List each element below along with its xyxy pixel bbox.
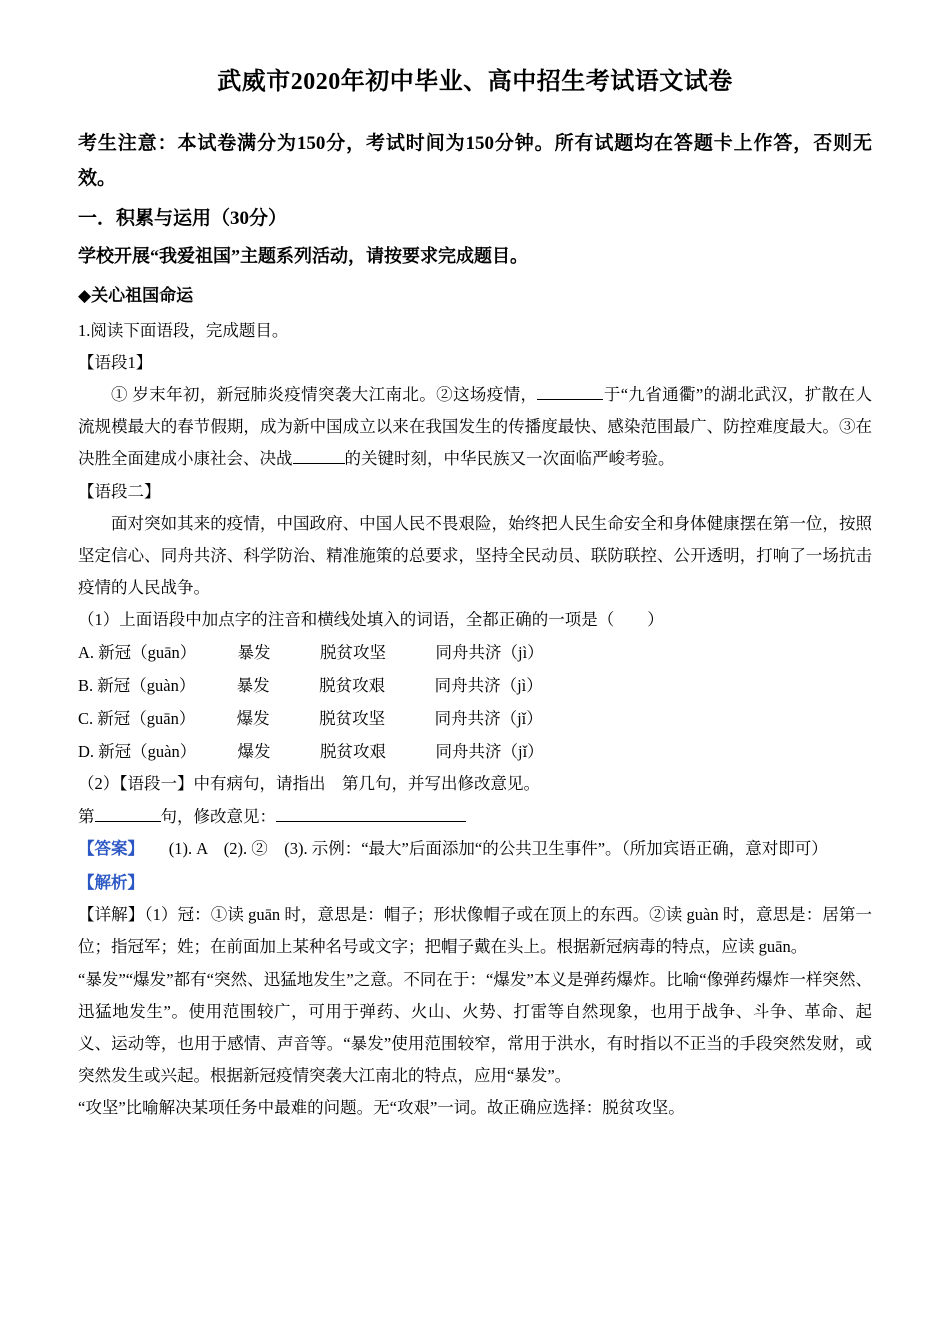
passage-1-text-c: ③在决胜全面建成小康社会、决战 bbox=[78, 417, 873, 469]
question-1-2-answer-line bbox=[78, 801, 872, 833]
passage-1-text-d: 的关键时刻，中华民族又一次面临严峻考验。 bbox=[344, 449, 675, 469]
passage-1-label: 【语段1】 bbox=[78, 352, 153, 372]
option-b: B. 新冠（guàn） 暴发 脱贫攻艰 同舟共济（jì） bbox=[78, 676, 543, 696]
page-title: 武威市2020年初中毕业、高中招生考试语文试卷 bbox=[217, 69, 733, 95]
analysis-detail-1 bbox=[78, 899, 872, 963]
passage-1-text-a: ① 岁末年初，新冠肺炎疫情突袭大江南北。②这场疫情， bbox=[111, 385, 538, 405]
exam-notice: 考生注意：本试卷满分为150分，考试时间为150分钟。所有试题均在答题卡上作答，否则无效。 bbox=[78, 132, 872, 189]
answer-block bbox=[78, 833, 872, 865]
analysis-tag: 【解析】 bbox=[78, 872, 144, 892]
detail-text-1: （1）冠：①读 guān 时，意思是：帽子；形状像帽子或在顶上的东西。②读 guàn 时，意思是：居第一位；指冠军；姓；在前面加上某种名号或文字；把帽子戴在头上。根据新冠病毒的特点，应读 guān。 bbox=[78, 905, 872, 957]
topic-heading: ◆关心祖国命运 bbox=[78, 286, 194, 306]
answer-line-mid: 句，修改意见： bbox=[160, 806, 276, 826]
analysis-block bbox=[78, 867, 872, 899]
fill-blank-1 bbox=[537, 383, 603, 400]
question-1-1: （1）上面语段中加点字的注音和横线处填入的词语，全都正确的一项是（ ） bbox=[78, 610, 664, 630]
analysis-detail-2: “暴发”“爆发”都有“突然、迅猛地发生”之意。不同在于：“爆发”本义是弹药爆炸。比喻“像弹药爆炸一样突然、迅猛地发生”。使用范围较广，可用于弹药、火山、火势、打雷等自然现象，也用于战争、斗争、革命、起义、运动等，也用于感情、声音等。“暴发”使用范围较窄，常用于洪水，有时指以不正当的手段突然发财，或突然发生或兴起。根据新冠疫情突袭大江南北的特点，应用“暴发”。 bbox=[78, 969, 872, 1086]
passage-2-label: 【语段二】 bbox=[78, 481, 161, 501]
option-a: A. 新冠（guān） 暴发 脱贫攻坚 同舟共济（jì） bbox=[78, 643, 544, 663]
passage-2-body: 面对突如其来的疫情，中国政府、中国人民不畏艰险，始终把人民生命安全和身体健康摆在第一位，按照坚定信心、同舟共济、科学防治、精准施策的总要求，坚持全民动员、联防联控、公开透明，打响了一场抗击疫情的人民战争。 bbox=[78, 513, 872, 598]
question-1-2: （2）【语段一】中有病句，请指出 第几句，并写出修改意见。 bbox=[78, 774, 540, 794]
fill-blank-3 bbox=[95, 805, 161, 822]
question-1-stem: 1.阅读下面语段，完成题目。 bbox=[78, 320, 289, 340]
answer-tag: 【答案】 bbox=[78, 838, 136, 858]
passage-1-text-b: 于“九省通衢”的湖北武汉，扩散在人流规模最大的春节假期，成为新中国成立以来在我国发生的传播度最快、感染范围最广、防控难度最大。 bbox=[78, 385, 872, 437]
fill-blank-4 bbox=[276, 805, 466, 822]
section-one-heading: 一．积累与运用（30分） bbox=[78, 207, 288, 229]
analysis-detail-3: “攻坚”比喻解决某项任务中最难的问题。无“攻艰”一词。故正确应选择：脱贫攻坚。 bbox=[78, 1098, 685, 1118]
fill-blank-2 bbox=[293, 448, 345, 465]
answer-text: (1). A (2). ② (3). 示例：“最大”后面添加“的公共卫生事件”。（所加宾语正确，意对即可） bbox=[168, 838, 828, 858]
answer-line-prefix: 第 bbox=[78, 806, 95, 826]
detail-tag: 【详解】 bbox=[78, 905, 145, 925]
option-c: C. 新冠（guān） 爆发 脱贫攻坚 同舟共济（jǐ） bbox=[78, 709, 543, 729]
option-d: D. 新冠（guàn） 爆发 脱贫攻艰 同舟共济（jǐ） bbox=[78, 742, 544, 762]
passage-1-body bbox=[78, 379, 872, 476]
section-one-subheading: 学校开展“我爱祖国”主题系列活动，请按要求完成题目。 bbox=[78, 246, 528, 267]
